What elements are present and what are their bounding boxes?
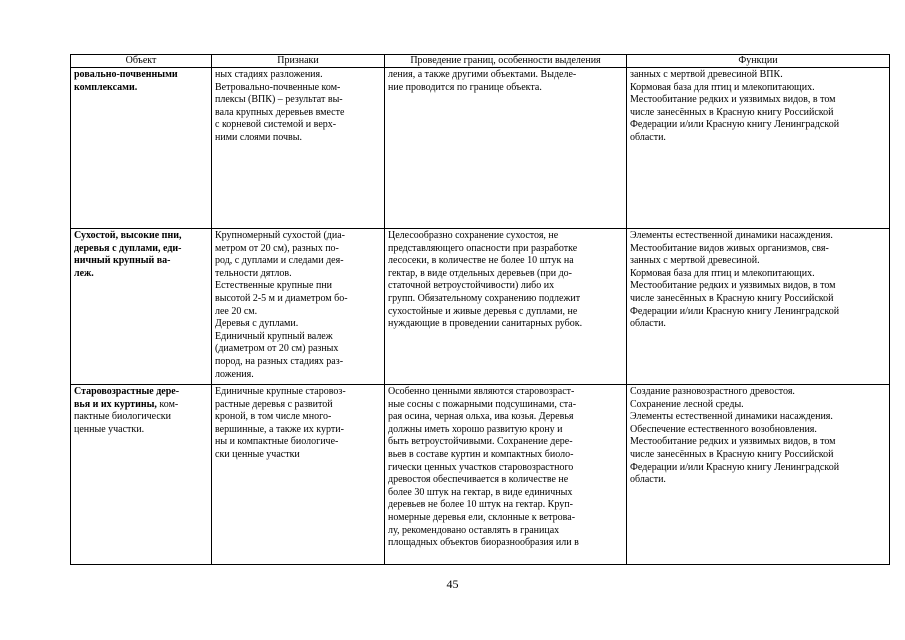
cell-line: представляющего опасности при разработке	[388, 242, 578, 254]
cell-line: деревья с дуплами, еди-	[74, 242, 182, 254]
table-row	[71, 229, 890, 385]
header-signs: Признаки	[212, 55, 385, 68]
cell-line: рая осина, черная ольха, ива козья. Деревья	[388, 411, 574, 423]
features-table	[70, 54, 890, 565]
cell-line: лее 20 см.	[215, 305, 258, 317]
cell-line: комплексами.	[74, 81, 138, 93]
cell-line-tail: ком-	[156, 398, 179, 410]
cell-line: плексы (ВПК) – результат вы-	[215, 94, 343, 106]
cell-line: метром от 20 см), разных по-	[215, 242, 339, 254]
cell-line: ления, а также другими объектами. Выделе-	[388, 69, 577, 80]
cell-line: должны иметь хорошо развитую крону и	[388, 423, 563, 435]
boundaries-cell	[385, 229, 627, 385]
cell-line: ценные участки.	[74, 423, 145, 435]
cell-line: Сухостой, высокие пни,	[74, 230, 182, 241]
cell-line-bold: вья и их куртины,	[74, 398, 157, 410]
cell-line: лу, рекомендовано оставлять в границах	[388, 524, 560, 536]
object-cell	[71, 385, 212, 565]
cell-line: номерные деревья ели, склонные к ветрова-	[388, 511, 576, 523]
functions-cell	[627, 229, 890, 385]
cell-line: нуждающие в проведении санитарных рубок.	[388, 318, 583, 330]
cell-line: вьев в составе куртин и компактных биоло-	[388, 448, 574, 460]
cell-line: Особенно ценными являются старовозраст-	[388, 386, 575, 397]
cell-line: тельности дятлов.	[215, 267, 292, 279]
cell-line: Крупномерный сухостой (диа-	[215, 230, 345, 241]
cell-line: Местообитание редких и уязвимых видов, в том	[630, 436, 836, 448]
signs-cell	[212, 68, 385, 229]
cell-line: (диаметром от 20 см) разных	[215, 343, 339, 355]
cell-line: деревьев не более 10 штук на гектар. Круп-	[388, 499, 573, 511]
cell-line: области.	[630, 131, 666, 143]
cell-line: древостоя обеспечивается в количестве не	[388, 474, 569, 486]
cell-line: Единичные крупные старовоз-	[215, 386, 346, 397]
cell-line: Местообитание редких и уязвимых видов, в том	[630, 280, 836, 292]
cell-line: числе занесённых в Красную книгу Российской	[630, 448, 834, 460]
header-boundaries: Проведение границ, особенности выделения	[385, 55, 627, 68]
cell-line: Федерации и/или Красную книгу Ленинградской	[630, 305, 840, 317]
cell-line: ные сосны с пожарными подсушинами, ста-	[388, 398, 577, 410]
cell-line: леж.	[74, 267, 94, 279]
cell-line: Федерации и/или Красную книгу Ленинградской	[630, 461, 840, 473]
cell-line: Элементы естественной динамики насаждения.	[630, 411, 833, 423]
cell-line: растные деревья с развитой	[215, 398, 333, 410]
boundaries-cell	[385, 68, 627, 229]
signs-cell	[212, 229, 385, 385]
table-row	[71, 68, 890, 229]
functions-cell	[627, 385, 890, 565]
cell-line: ничный крупный ва-	[74, 255, 171, 267]
cell-line: ложения.	[215, 368, 254, 380]
boundaries-cell	[385, 385, 627, 565]
cell-line: Создание разновозрастного древостоя.	[630, 386, 795, 397]
cell-line: Ветровально-почвенные ком-	[215, 81, 341, 93]
cell-line: высотой 2-5 м и диаметром бо-	[215, 292, 348, 304]
header-object: Объект	[71, 55, 212, 68]
cell-line: Местообитание редких и уязвимых видов, в том	[630, 94, 836, 106]
cell-line: Единичный крупный валеж	[215, 330, 333, 342]
cell-line: ных стадиях разложения.	[215, 69, 323, 80]
cell-line: занных с мертвой древесиной.	[630, 255, 760, 267]
cell-line: Естественные крупные пни	[215, 280, 333, 292]
table-row	[71, 385, 890, 565]
cell-line: Обеспечение естественного возобновления.	[630, 423, 817, 435]
cell-line: с корневой системой и верх-	[215, 119, 337, 131]
cell-line: ны и компактные биологиче-	[215, 436, 339, 448]
header-functions: Функции	[627, 55, 890, 68]
cell-line: Федерации и/или Красную книгу Ленинградской	[630, 119, 840, 131]
cell-line: лесосеки, в количестве не более 10 штук на	[388, 255, 574, 267]
cell-line: пактные биологически	[74, 411, 172, 423]
cell-line: статочной ветроустойчивости) либо их	[388, 280, 555, 292]
cell-line: более 30 штук на гектар, в виде единичных	[388, 486, 573, 498]
cell-line: занных с мертвой древесиной ВПК.	[630, 69, 783, 80]
cell-line: Целесообразно сохранение сухостоя, не	[388, 230, 559, 241]
cell-line: пород, на разных стадиях раз-	[215, 355, 344, 367]
cell-line: ние проводится по границе объекта.	[388, 81, 542, 93]
cell-line: площадных объектов биоразнообразия или в	[388, 537, 579, 549]
cell-line: области.	[630, 474, 666, 486]
cell-line: кроной, в том числе много-	[215, 411, 332, 423]
table-header-row	[71, 55, 890, 68]
page-number: 45	[446, 577, 459, 591]
functions-cell	[627, 68, 890, 229]
cell-line: гически ценных участков старовозрастного	[388, 461, 574, 473]
cell-line: Старовозрастные дере-	[74, 386, 180, 397]
object-cell	[71, 68, 212, 229]
cell-line: ски ценные участки	[215, 448, 300, 460]
cell-line: Сохранение лесной среды.	[630, 398, 744, 410]
cell-line: Деревья с дуплами.	[215, 318, 299, 330]
cell-line: гектар, в виде отдельных деревьев (при до-	[388, 267, 572, 279]
cell-line	[74, 399, 208, 412]
cell-line: Элементы естественной динамики насаждения.	[630, 230, 833, 241]
cell-line: области.	[630, 318, 666, 330]
cell-line: групп. Обязательному сохранению подлежит	[388, 292, 581, 304]
cell-line: быть ветроустойчивыми. Сохранение дере-	[388, 436, 573, 448]
object-cell	[71, 229, 212, 385]
cell-line: Кормовая база для птиц и млекопитающих.	[630, 81, 815, 93]
signs-cell	[212, 385, 385, 565]
cell-line: сухостойные и живые деревья с дуплами, не	[388, 305, 578, 317]
cell-line: Местообитание видов живых организмов, свя-	[630, 242, 829, 254]
cell-line: вершинные, а также их курти-	[215, 423, 344, 435]
cell-line: Кормовая база для птиц и млекопитающих.	[630, 267, 815, 279]
cell-line: числе занесённых в Красную книгу Российской	[630, 292, 834, 304]
cell-line: род, с дуплами и следами дея-	[215, 255, 344, 267]
cell-line: ними слоями почвы.	[215, 131, 302, 143]
cell-line: вала крупных деревьев вместе	[215, 106, 345, 118]
cell-line: числе занесённых в Красную книгу Российской	[630, 106, 834, 118]
cell-line: ровально-почвенными	[74, 69, 178, 80]
